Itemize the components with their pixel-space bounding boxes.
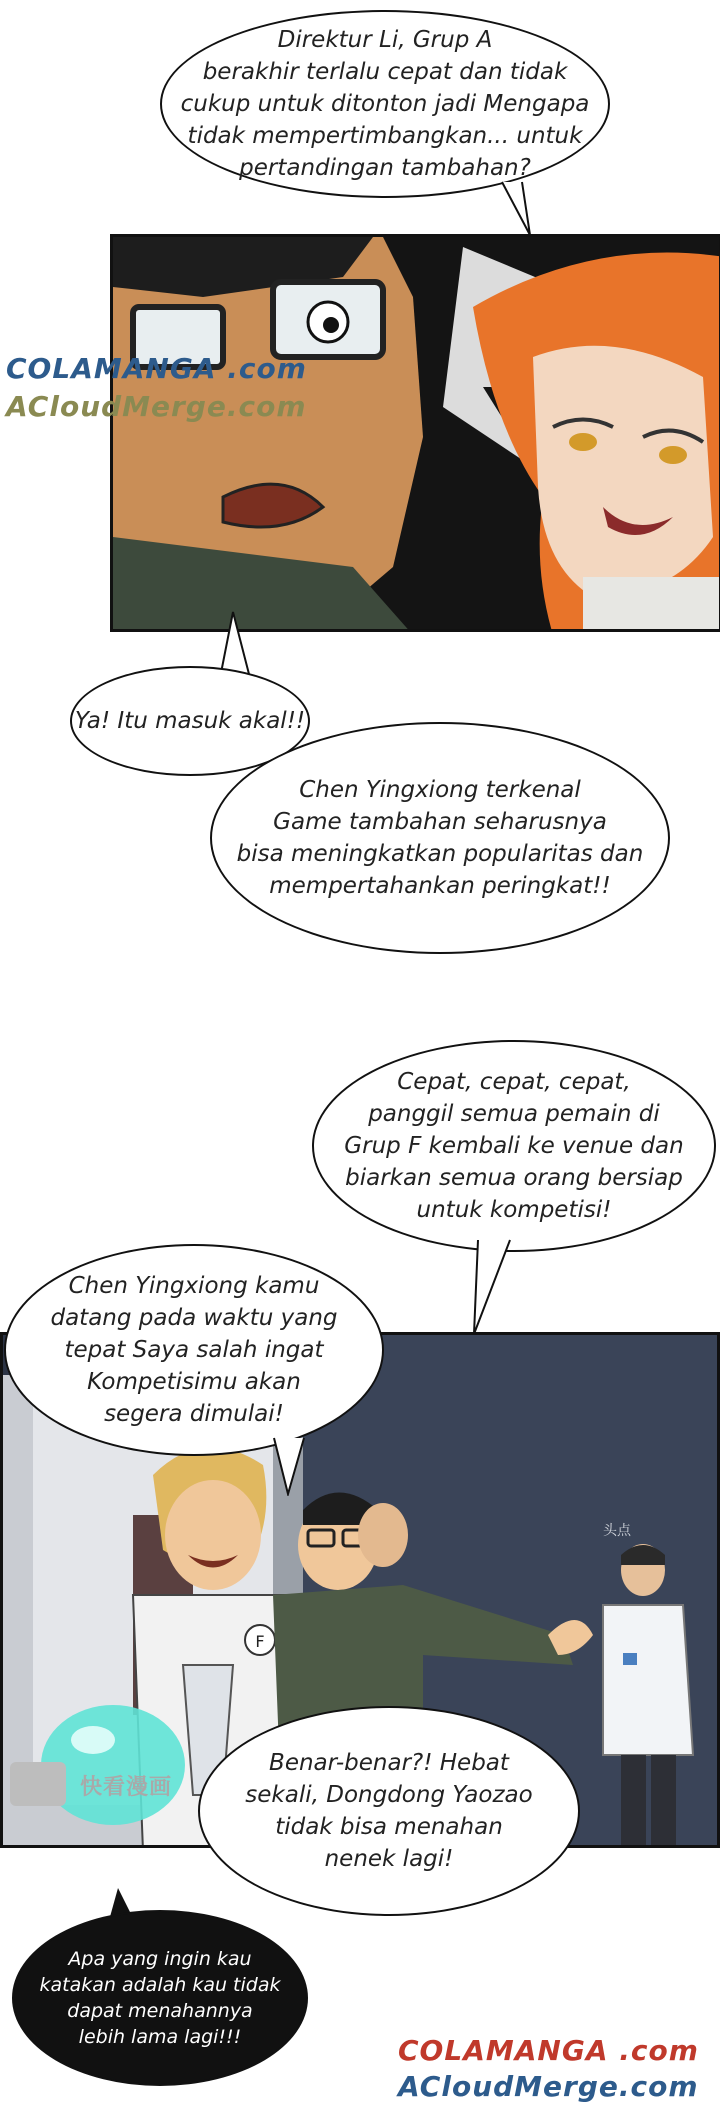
speech-text-2: Ya! Itu masuk akal!! — [74, 708, 306, 734]
bubble-4-tail — [470, 1238, 520, 1338]
bubble-1-tail — [500, 180, 540, 240]
speech-text-1: Direktur Li, Grup A berakhir terlalu cepat dan tidak cukup untuk ditonton jadi Mengapa tidak mempertimbangkan... untuk pertandingan tambahan? — [180, 27, 590, 181]
speech-text-4: Cepat, cepat, cepat, panggil semua pemain di Grup F kembali ke venue dan biarkan semua orang bersiap untuk kompetisi! — [344, 1069, 684, 1223]
speech-text-7: Apa yang ingin kau katakan adalah kau tidak dapat menahannya lebih lama lagi!!! — [39, 1948, 281, 2048]
speech-bubble-6 — [198, 1706, 580, 1916]
speech-text-3: Chen Yingxiong terkenal Game tambahan seharusnya bisa meningkatkan popularitas dan mempertahankan peringkat!! — [236, 777, 644, 899]
watermark-acloudmerge-bottom: ACloudMerge.com — [398, 2070, 699, 2103]
speech-bubble-1 — [160, 10, 610, 198]
sfx-text: 头点 — [603, 1523, 631, 1539]
speech-text-6: Benar-benar?! Hebat sekali, Dongdong Yaozao tidak bisa menahan nenek lagi! — [245, 1750, 533, 1872]
speech-bubble-3 — [210, 722, 670, 954]
watermark-kuaikan: 快看漫画 — [80, 1775, 173, 1800]
speech-text-5: Chen Yingxiong kamu datang pada waktu yang tepat Saya salah ingat Kompetisimu akan segera dimulai! — [50, 1273, 338, 1427]
kuaikan-logo-icon — [10, 1762, 66, 1806]
panel-1-art — [113, 237, 720, 632]
speech-bubble-4 — [312, 1040, 716, 1252]
shirt-letter-f: F — [255, 1632, 265, 1651]
watermark-acloudmerge-top: ACloudMerge.com — [6, 390, 307, 423]
bubble-5-tail — [270, 1436, 310, 1496]
speech-bubble-5 — [4, 1244, 384, 1456]
speech-bubble-7 — [12, 1910, 308, 2086]
watermark-colamanga-top: COLAMANGA .com — [6, 352, 307, 385]
panel-1 — [110, 234, 720, 632]
watermark-colamanga-bottom: COLAMANGA .com — [398, 2034, 699, 2067]
